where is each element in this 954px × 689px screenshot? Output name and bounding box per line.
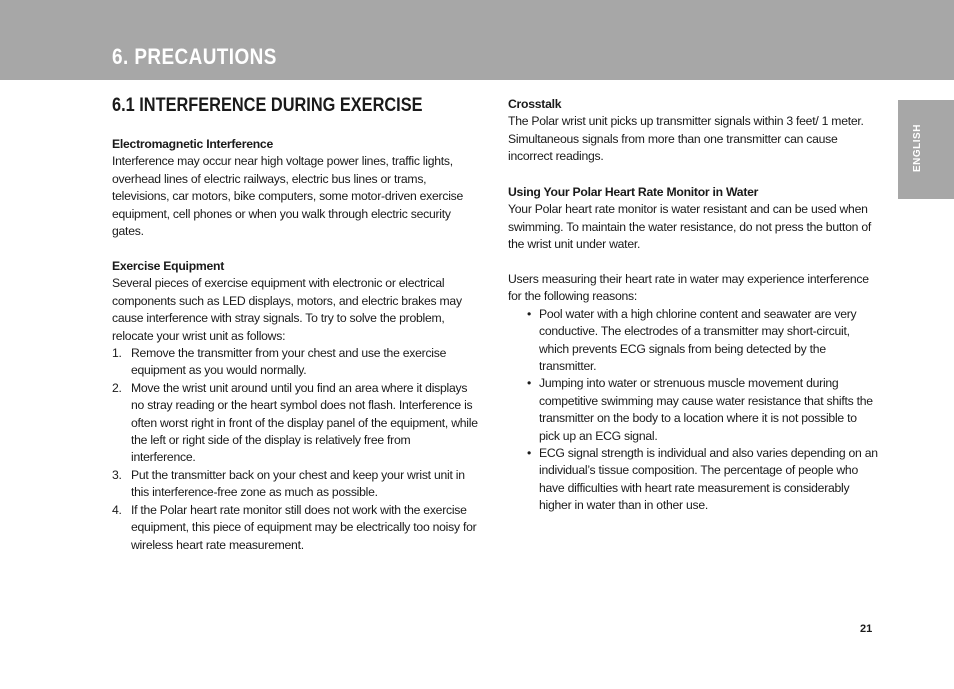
list-item (112, 380, 478, 467)
step-number: 3. (112, 467, 122, 482)
step-number: 1. (112, 346, 122, 361)
list-item (112, 502, 478, 554)
bullet-text: Pool water with a high chlorine content and seawater are very conductive. The electrodes of a transmitter may short-circuit, which prevents ECG signals from being detected by the transmitter. (539, 306, 857, 374)
language-tab (898, 100, 954, 199)
list-item (508, 445, 878, 515)
list-item (508, 375, 878, 445)
bullet-icon: • (527, 446, 532, 461)
water-block (508, 184, 878, 254)
bullet-icon: • (527, 376, 532, 391)
water-heading: Using Your Polar Heart Rate Monitor in Water (508, 185, 759, 199)
em-interference-block (112, 136, 478, 240)
exercise-equipment-text: Several pieces of exercise equipment with electronic or electrical components such as LED displays, motors, and electric brakes may cause interference with stray signals. To try to solve the problem, relocate your wrist unit as follows: (112, 276, 462, 343)
crosstalk-text: The Polar wrist unit picks up transmitter signals within 3 feet/ 1 meter. Simultaneous signals from more than one transmitter can cause incorrect readings. (508, 114, 864, 164)
crosstalk-heading: Crosstalk (508, 97, 562, 111)
step-number: 4. (112, 502, 122, 517)
section-title: 6.1 INTERFERENCE DURING EXERCISE (112, 95, 423, 116)
exercise-equipment-heading: Exercise Equipment (112, 259, 225, 273)
list-item (508, 306, 878, 376)
chapter-title: 6. PRECAUTIONS (112, 44, 277, 69)
step-text: Move the wrist unit around until you find an area where it displays no stray reading or the heart symbol does not flash. Interference is often worst right in front of the display panel of the equipment, while the left or right side of the display is relatively free from interference. (131, 380, 478, 465)
water-interference-block (508, 271, 878, 515)
water-interference-reasons (508, 306, 878, 515)
step-text: Remove the transmitter from your chest and use the exercise equipment as you would normally. (131, 346, 447, 378)
bullet-icon: • (527, 306, 532, 321)
crosstalk-block (508, 96, 878, 166)
relocation-steps (112, 345, 478, 554)
step-text: If the Polar heart rate monitor still does not work with the exercise equipment, this piece of equipment may be electrically too noisy for wireless heart rate measurement. (131, 502, 477, 552)
em-interference-text: Interference may occur near high voltage power lines, traffic lights, overhead lines of electric railways, electric bus lines or trams, televisions, car motors, bike computers, some motor-driven exercise equipment, cell phones or when you walk through electric security gates. (112, 154, 464, 239)
step-text: Put the transmitter back on your chest and keep your wrist unit in this interference-free zone as much as possible. (131, 467, 465, 500)
bullet-text: ECG signal strength is individual and also varies depending on an individual’s tissue composition. The percentage of people who have difficulties with heart rate measurement is considerably higher in water than in other use. (539, 446, 878, 513)
water-text: Your Polar heart rate monitor is water resistant and can be used when swimming. To maintain the water resistance, do not press the button of the wrist unit under water. (508, 202, 871, 252)
water-interference-intro: Users measuring their heart rate in water may experience interference for the following reasons: (508, 272, 869, 304)
em-interference-heading: Electromagnetic Interference (112, 137, 273, 151)
language-tab-label: ENGLISH (912, 124, 923, 172)
step-number: 2. (112, 380, 122, 395)
bullet-text: Jumping into water or strenuous muscle movement during competitive swimming may cause water resistance that shifts the transmitter on the body to a location where it is not possible to pick up an ECG signal. (539, 376, 873, 443)
list-item (112, 345, 478, 380)
page-number: 21 (860, 623, 873, 635)
exercise-equipment-block (112, 258, 478, 554)
list-item (112, 467, 478, 502)
